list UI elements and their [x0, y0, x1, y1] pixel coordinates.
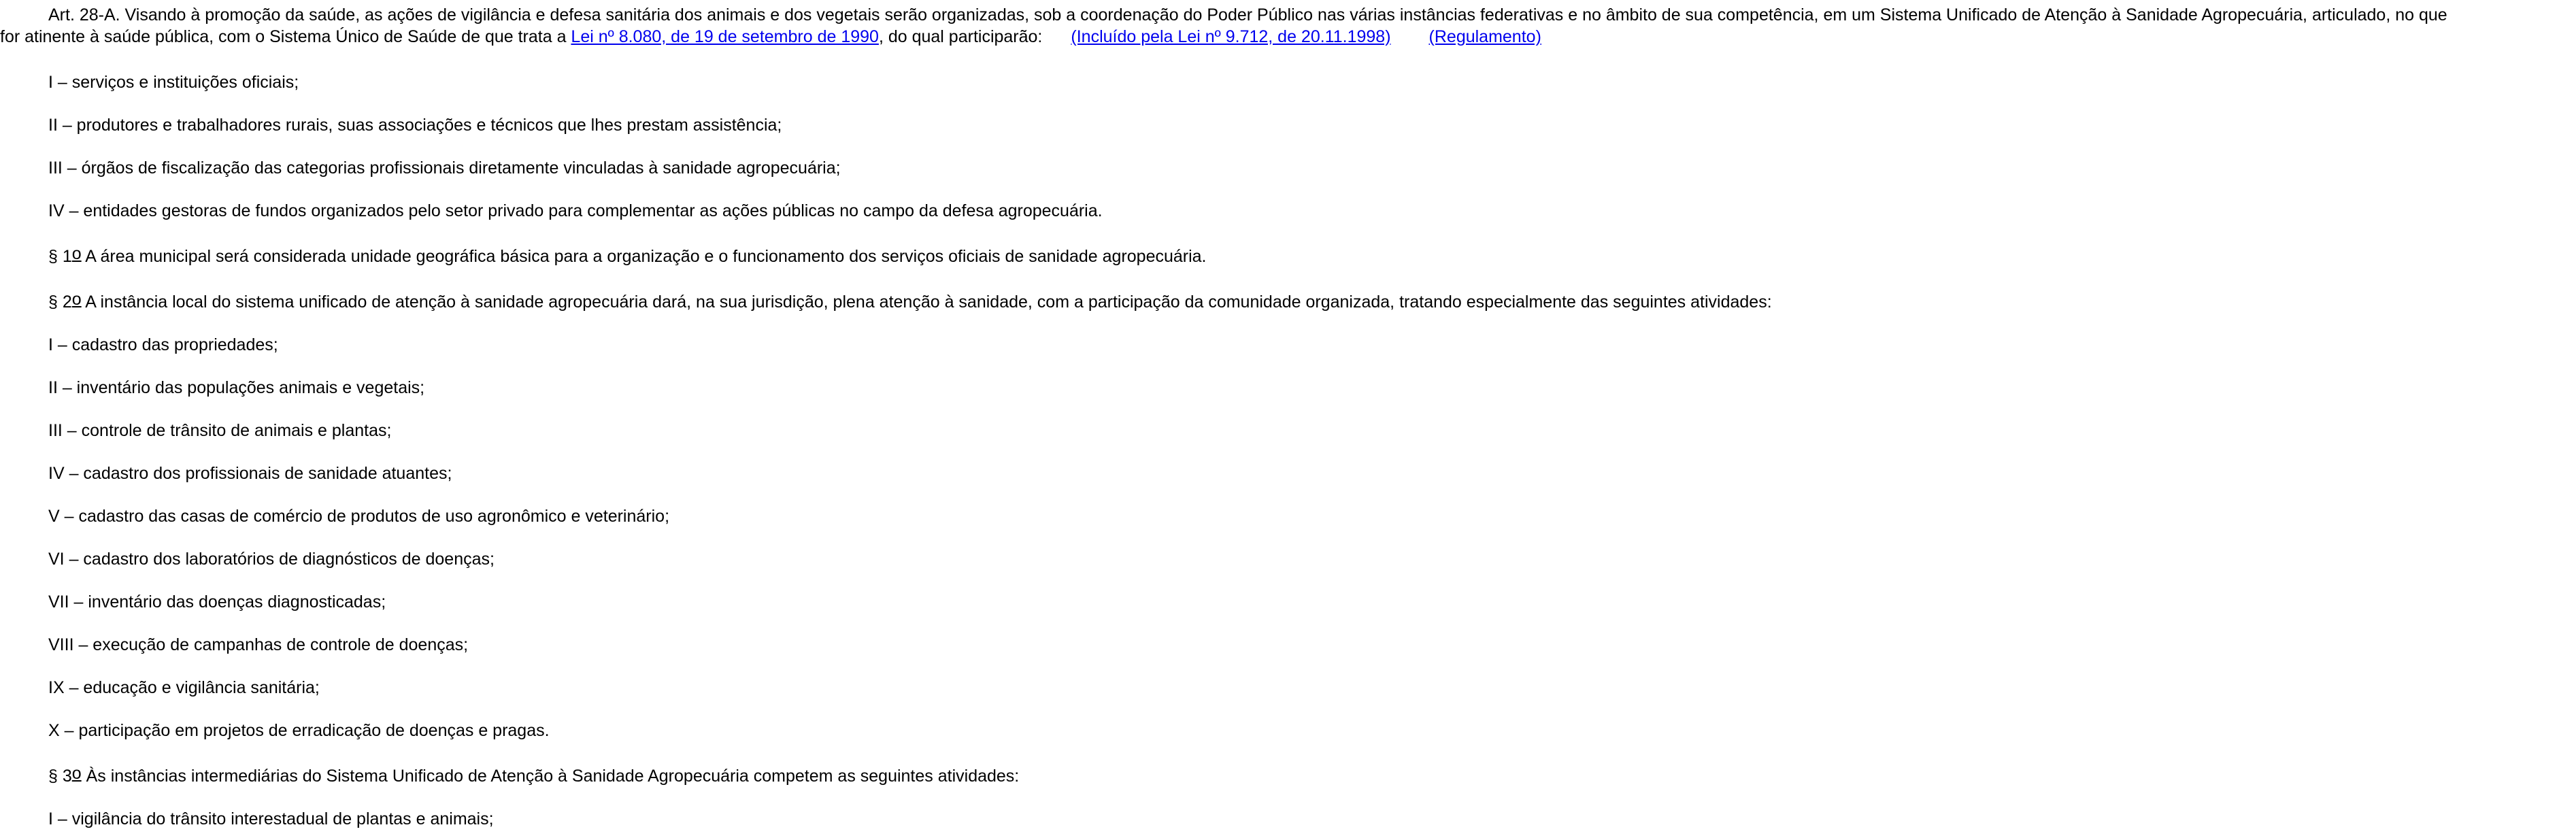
paragraph-3-prefix: § 3	[48, 767, 72, 786]
intermediate-activity-item: I – vigilância do trânsito interestadual de plantas e animais;	[48, 809, 494, 828]
local-activity-item: VII – inventário das doenças diagnosticadas;	[48, 592, 386, 611]
article-line-2	[0, 26, 2576, 48]
regulamento-link[interactable]: (Regulamento)	[1428, 27, 1541, 46]
local-activity-item: IX – educação e vigilância sanitária;	[48, 678, 320, 697]
paragraph-3	[48, 766, 1019, 786]
paragraph-2-text: A instância local do sistema unificado de atenção à sanidade agropecuária dará, na sua jurisdição, plena atenção à sanidade, com a participação da comunidade organizada, tratando especialmente das seguintes atividades:	[81, 292, 1772, 312]
incluido-lei-9712-link[interactable]: (Incluído pela Lei nº 9.712, de 20.11.1998)	[1071, 27, 1391, 46]
paragraph-2-prefix: § 2	[48, 292, 72, 312]
local-activity-item: X – participação em projetos de erradicação de doenças e pragas.	[48, 721, 550, 740]
paragraph-1-ordinal: o	[71, 244, 82, 263]
paragraph-2-ordinal: o	[71, 290, 82, 309]
paragraph-1-prefix: § 1	[48, 247, 72, 266]
article-line-1: Art. 28-A. Visando à promoção da saúde, as ações de vigilância e defesa sanitária dos animais e dos vegetais serão organizadas, sob a coordenação do Poder Público nas várias instâncias federativas e no âmbito de sua competência, em um Sistema Unificado de Atenção à Sanidade Agropecuária, articulado, no que	[48, 5, 2447, 24]
local-activity-item: I – cadastro das propriedades;	[48, 335, 278, 354]
article-line-2-text: for atinente à saúde pública, com o Sistema Único de Saúde de que trata a	[0, 27, 571, 46]
participant-item: III – órgãos de fiscalização das categorias profissionais diretamente vinculadas à sanidade agropecuária;	[48, 158, 841, 178]
participant-item: I – serviços e instituições oficiais;	[48, 73, 299, 92]
article-28a	[0, 4, 2576, 48]
local-activity-item: IV – cadastro dos profissionais de sanidade atuantes;	[48, 464, 452, 483]
local-activity-item: III – controle de trânsito de animais e plantas;	[48, 421, 392, 440]
paragraph-1	[48, 246, 1207, 267]
lei-8080-link[interactable]: Lei nº 8.080, de 19 de setembro de 1990	[571, 27, 879, 46]
paragraph-3-text: Às instâncias intermediárias do Sistema Unificado de Atenção à Sanidade Agropecuária competem as seguintes atividades:	[81, 767, 1020, 786]
local-activity-item: II – inventário das populações animais e vegetais;	[48, 378, 425, 397]
local-activity-item: V – cadastro das casas de comércio de produtos de uso agronômico e veterinário;	[48, 507, 670, 526]
participant-item: IV – entidades gestoras de fundos organizados pelo setor privado para complementar as ações públicas no campo da defesa agropecuária.	[48, 201, 1103, 220]
article-line-2-tail: , do qual participarão:	[878, 27, 1043, 46]
local-activity-item: VI – cadastro dos laboratórios de diagnósticos de doenças;	[48, 550, 495, 569]
paragraph-1-text: A área municipal será considerada unidade geográfica básica para a organização e o funcionamento dos serviços oficiais de sanidade agropecuária.	[81, 247, 1207, 266]
paragraph-3-ordinal: o	[71, 764, 82, 783]
participant-item: II – produtores e trabalhadores rurais, suas associações e técnicos que lhes prestam assistência;	[48, 116, 782, 135]
local-activity-item: VIII – execução de campanhas de controle de doenças;	[48, 635, 469, 654]
paragraph-2	[48, 292, 1772, 312]
